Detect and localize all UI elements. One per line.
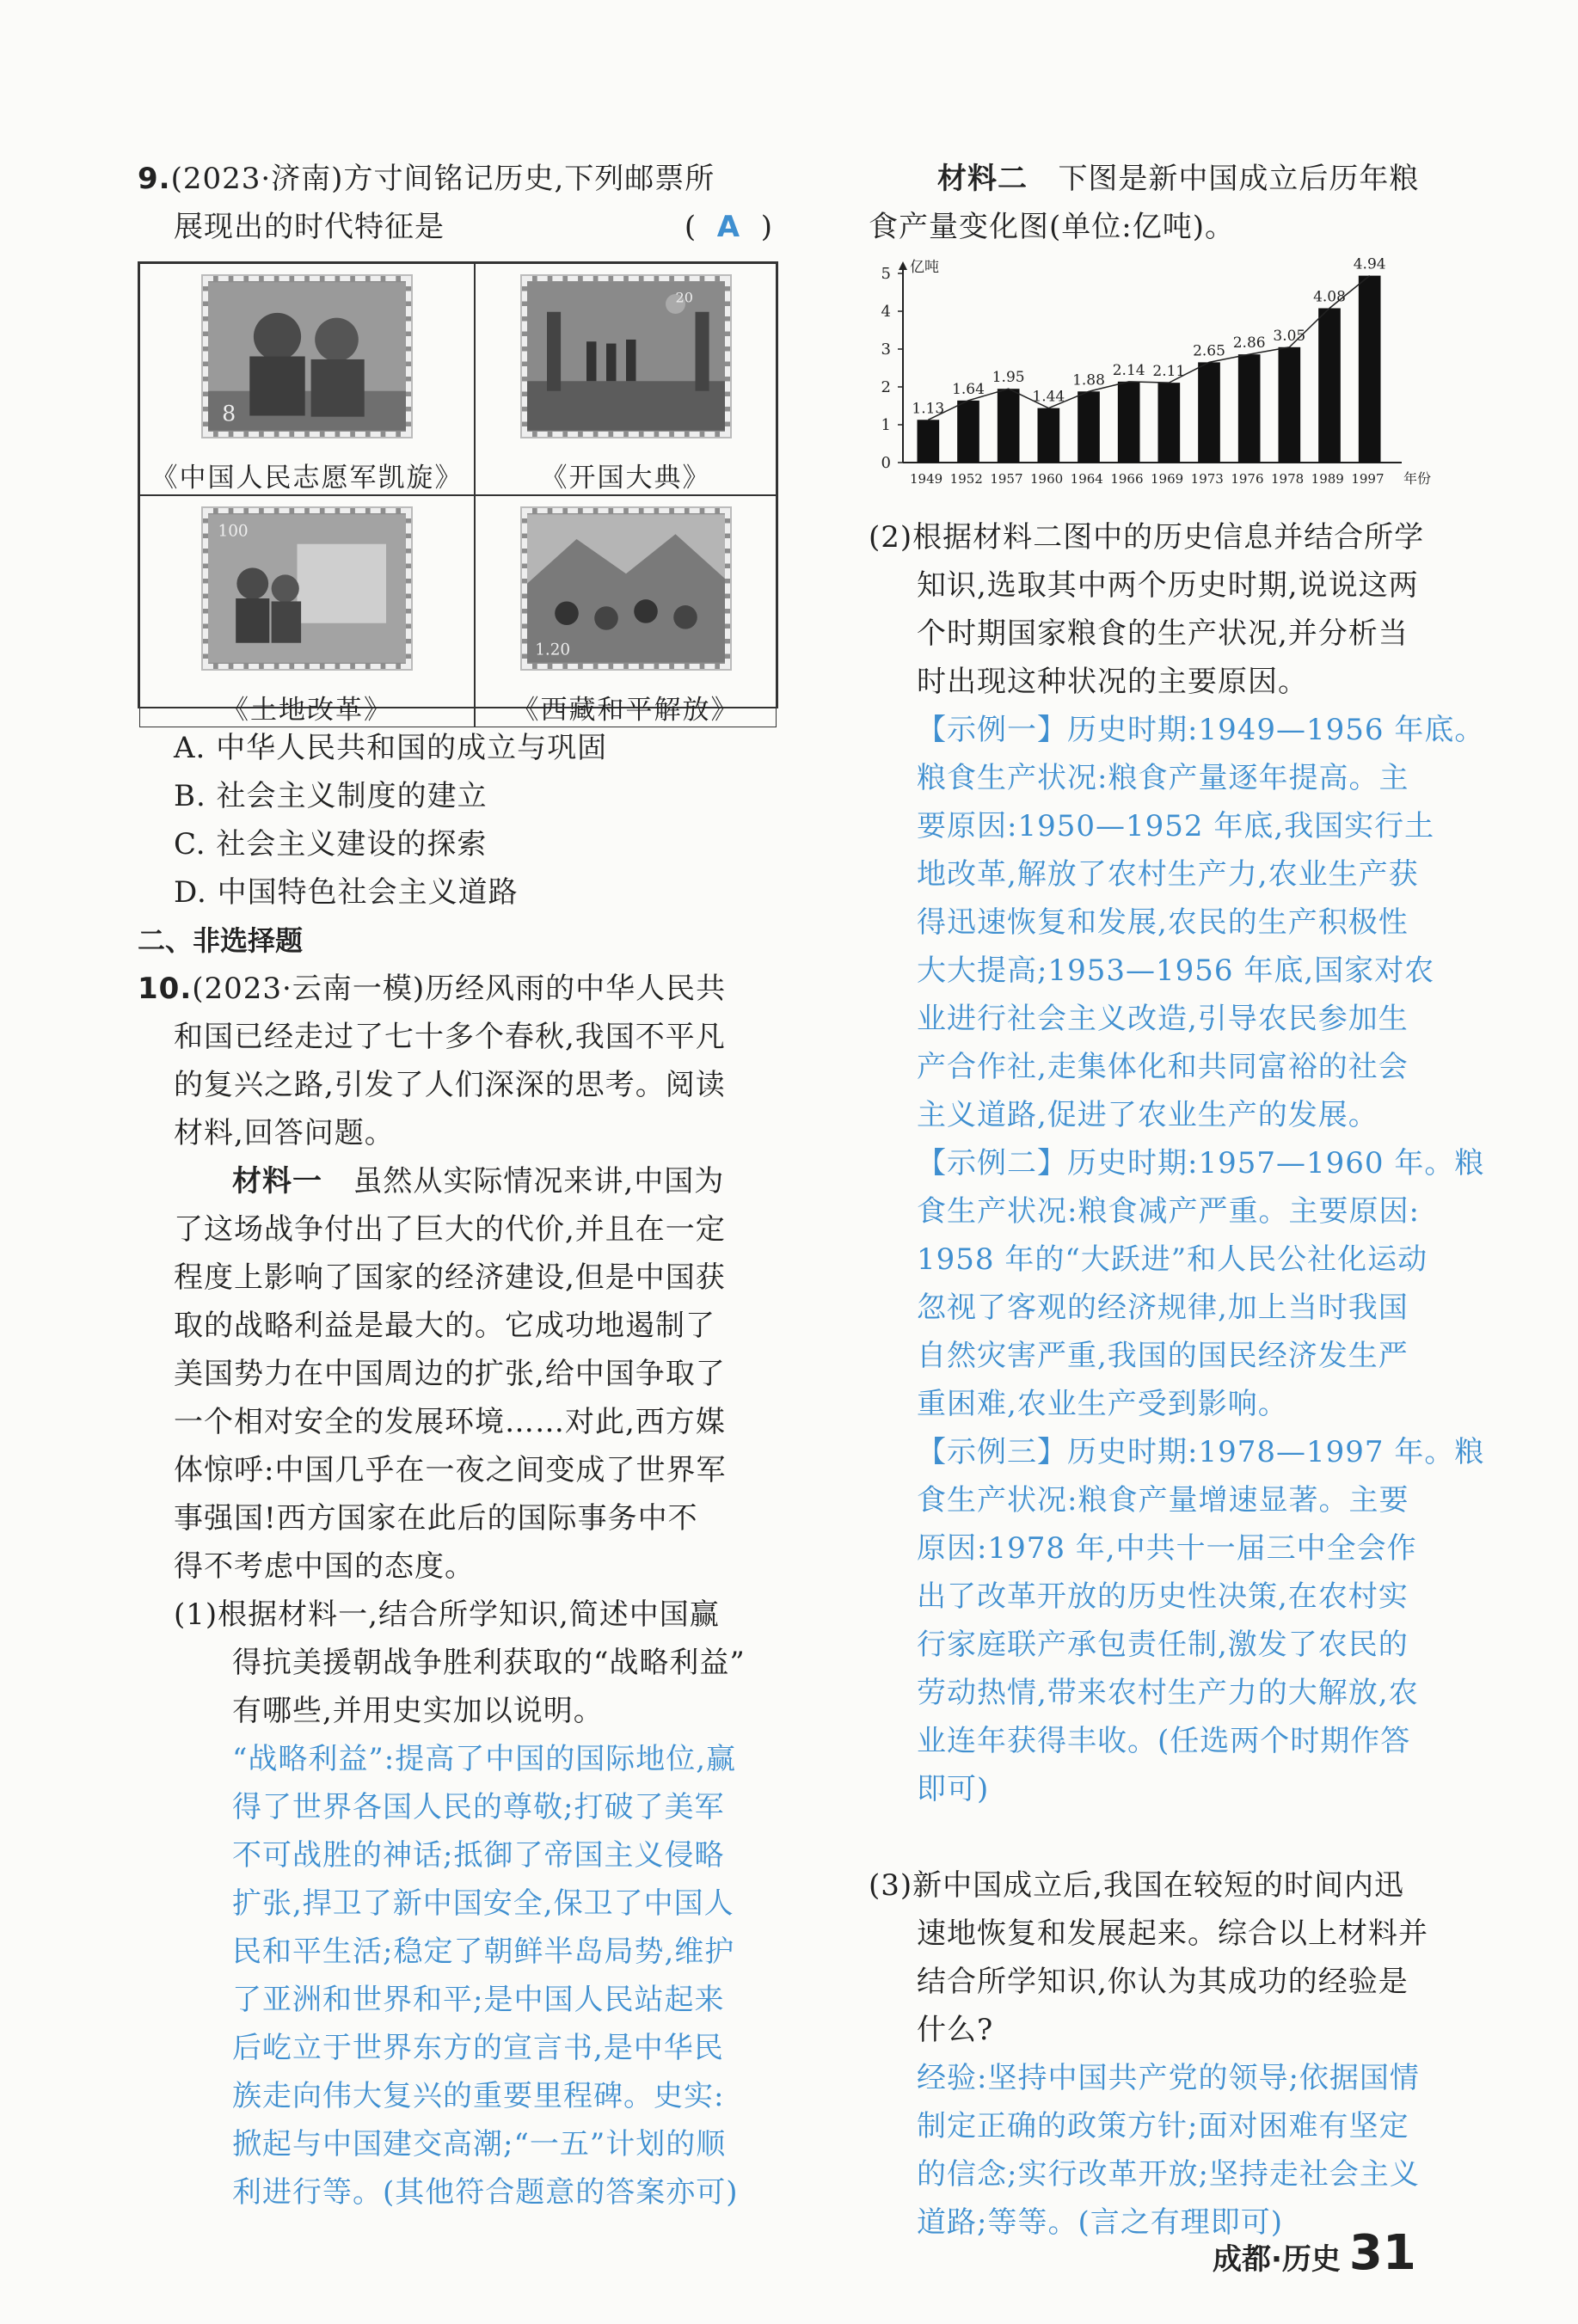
- q9-number: 9.: [138, 162, 171, 196]
- q10-stem-line: 和国已经走过了七十多个春秋,我国不平凡: [174, 1020, 726, 1054]
- answer-1-line: 后屹立于世界东方的宣言书,是中华民: [232, 2031, 724, 2065]
- bar: [957, 401, 979, 463]
- material-1-first-line: 材料一 虽然从实际情况来讲,中国为: [232, 1164, 725, 1199]
- answer-3-line: 经验:坚持中国共产党的领导;依据国情: [917, 2061, 1420, 2095]
- x-tick-label: 1997: [1351, 471, 1385, 487]
- q10-stem-line1: 10.(2023·云南一模)历经风雨的中华人民共: [138, 972, 727, 1006]
- q10-sub3-line: (3)新中国成立后,我国在较短的时间内迅: [869, 1868, 1404, 1903]
- material-2-label: 材料二: [937, 162, 1028, 196]
- answer-2-line: 食生产状况:粮食产量增速显著。主要: [917, 1483, 1409, 1518]
- answer-2-line: 忽视了客观的经济规律,加上当时我国: [917, 1291, 1409, 1325]
- bar: [1238, 354, 1261, 463]
- answer-2: [869, 706, 1485, 1813]
- data-label: 3.05: [1273, 327, 1306, 345]
- section-heading: 二、非选择题: [138, 924, 304, 957]
- tibet-stamp-icon: [522, 508, 730, 669]
- q9-stem-line1: 9.(2023·济南)方寸间铭记历史,下列邮票所: [138, 162, 715, 196]
- q9-option-a: A. 中华人民共和国的成立与巩固: [174, 731, 608, 765]
- material-1-line: 一个相对安全的发展环境……对此,西方媒: [174, 1405, 726, 1439]
- bar: [1198, 362, 1220, 463]
- material-2-first-line: 材料二 下图是新中国成立后历年粮: [937, 162, 1420, 196]
- answer-3-line: 制定正确的政策方针;面对困难有坚定: [917, 2109, 1409, 2143]
- data-label: 1.44: [1032, 388, 1065, 406]
- q9-answer: A: [716, 210, 741, 244]
- x-tick-label: 1952: [949, 471, 983, 487]
- q10-sub3-line: 结合所学知识,你认为其成功的经验是: [917, 1965, 1409, 1999]
- x-tick-label: 1949: [910, 471, 943, 487]
- stamp-cell-3: [139, 495, 475, 727]
- x-tick-label: 1957: [990, 471, 1023, 487]
- data-label: 2.11: [1152, 363, 1186, 381]
- x-tick-label: 1973: [1190, 471, 1224, 487]
- right-column: [869, 155, 1485, 2247]
- x-tick-label: 1976: [1231, 471, 1264, 487]
- data-label: 1.95: [992, 369, 1025, 387]
- material-1-line: 取的战略利益是最大的。它成功地遏制了: [174, 1309, 715, 1343]
- q10-sub2-line: (2)根据材料二图中的历史信息并结合所学: [869, 520, 1425, 555]
- y-tick-label: 3: [881, 340, 891, 359]
- q10-sub1-line: (1)根据材料一,结合所学知识,简述中国赢: [174, 1597, 720, 1632]
- material-1-line: 得不考虑中国的态度。: [174, 1549, 475, 1584]
- data-label: 1.88: [1072, 371, 1105, 389]
- q10-sub3-line: 什么?: [917, 2013, 994, 2047]
- material-2-line: 食产量变化图(单位:亿吨)。: [869, 210, 1235, 244]
- material-1-line: 程度上影响了国家的经济建设,但是中国获: [174, 1260, 726, 1295]
- q9-answer-bracket: ( A ): [684, 210, 773, 244]
- material-1-label: 材料一: [232, 1164, 322, 1199]
- q10-sub3-line: 速地恢复和发展起来。综合以上材料并: [917, 1916, 1428, 1951]
- material-1-line: 美国势力在中国周边的扩张,给中国争取了: [174, 1357, 726, 1391]
- answer-2-line: 重困难,农业生产受到影响。: [917, 1387, 1288, 1421]
- left-column: [138, 155, 778, 2217]
- q9-option-d: D. 中国特色社会主义道路: [174, 875, 519, 910]
- y-tick-label: 2: [881, 378, 891, 396]
- trend-line: [928, 276, 1369, 420]
- soldiers-stamp-icon: [203, 276, 411, 437]
- stamp-caption: 《开国大典》: [540, 463, 711, 494]
- answer-2-line: 劳动热情,带来农村生产力的大解放,农: [917, 1676, 1419, 1710]
- y-tick-label: 0: [881, 454, 891, 472]
- answer-2-line: 地改革,解放了农村生产力,农业生产获: [917, 857, 1419, 892]
- answer-2-line: 产合作社,走集体化和共同富裕的社会: [917, 1050, 1409, 1084]
- data-label: 1.13: [912, 400, 945, 418]
- answer-2-line: 得迅速恢复和发展,农民的生产积极性: [917, 905, 1409, 940]
- answer-1-line: 族走向伟大复兴的重要里程碑。史实:: [232, 2079, 725, 2113]
- bar: [1359, 276, 1381, 463]
- bar: [1118, 382, 1140, 463]
- x-tick-label: 1960: [1030, 471, 1064, 487]
- q9-option-c: C. 社会主义建设的探索: [174, 827, 488, 862]
- x-axis-label: 年份: [1403, 470, 1432, 487]
- answer-2-line: 业连年获得丰收。(任选两个时期作答: [917, 1724, 1411, 1758]
- q9-stem-line2: 展现出的时代特征是 ( A ): [138, 203, 778, 251]
- answer-2-line: 出了改革开放的历史性决策,在农村实: [917, 1579, 1409, 1614]
- bar: [1279, 347, 1301, 463]
- q10-sub1-line: 得抗美援朝战争胜利获取的“战略利益”: [232, 1646, 746, 1680]
- stamp-grid: [138, 261, 778, 726]
- answer-3-line: 道路;等等。(言之有理即可): [917, 2205, 1283, 2240]
- data-label: 1.64: [952, 380, 985, 398]
- x-tick-label: 1969: [1151, 471, 1184, 487]
- x-tick-label: 1978: [1271, 471, 1305, 487]
- x-tick-label: 1966: [1110, 471, 1144, 487]
- answer-2-line: 要原因:1950—1952 年底,我国实行土: [917, 809, 1435, 843]
- y-axis-label: 亿吨: [910, 259, 939, 276]
- q10-stem-line: 的复兴之路,引发了人们深深的思考。阅读: [174, 1068, 726, 1102]
- bar: [1318, 308, 1341, 463]
- answer-2-line: 主义道路,促进了农业生产的发展。: [917, 1098, 1378, 1132]
- stamp-cell-1: [139, 263, 475, 495]
- bar: [1038, 408, 1060, 463]
- answer-2-line: 大大提高;1953—1956 年底,国家对农: [917, 954, 1435, 988]
- answer-2-line: 即可): [917, 1772, 990, 1806]
- y-tick-label: 4: [881, 303, 891, 321]
- answer-2-line: 粮食生产状况:粮食产量逐年提高。主: [917, 761, 1409, 795]
- answer-2-line: 原因:1978 年,中共十一届三中全会作: [917, 1531, 1417, 1566]
- data-label: 2.86: [1232, 334, 1266, 353]
- data-label: 2.65: [1193, 342, 1225, 360]
- stamp-caption: 《西藏和平解放》: [512, 695, 740, 726]
- material-1-line: 事强国!西方国家在此后的国际事务中不: [174, 1501, 698, 1536]
- bar: [1158, 383, 1181, 463]
- answer-1-line: 利进行等。(其他符合题意的答案亦可): [232, 2175, 739, 2210]
- footer-label: 成都·历史: [1213, 2242, 1341, 2277]
- answer-1-line: 扩张,捍卫了新中国安全,保卫了中国人: [232, 1886, 734, 1921]
- q10-number: 10.: [138, 972, 193, 1006]
- q10-sub2-line: 知识,选取其中两个历史时期,说说这两: [917, 568, 1419, 603]
- q10-sub1-line: 有哪些,并用史实加以说明。: [232, 1694, 604, 1728]
- y-tick-label: 1: [881, 416, 891, 434]
- grain-output-chart: [851, 256, 1471, 501]
- answer-1-line: 不可战胜的神话;抵御了帝国主义侵略: [232, 1838, 725, 1873]
- answer-1-line: “战略利益”:提高了中国的国际地位,赢: [232, 1742, 737, 1776]
- q10-sub2-line: 时出现这种状况的主要原因。: [917, 665, 1308, 699]
- answer-1-line: 了亚洲和世界和平;是中国人民站起来: [232, 1983, 725, 2017]
- bar: [918, 420, 940, 463]
- answer-2-line: 【示例三】历史时期:1978—1997 年。粮: [917, 1435, 1485, 1469]
- data-label: 2.14: [1112, 361, 1145, 379]
- page-number: 31: [1348, 2225, 1416, 2281]
- q10-sub2-line: 个时期国家粮食的生产状况,并分析当: [917, 616, 1409, 651]
- answer-1-line: 掀起与中国建交高潮;“一五”计划的顺: [232, 2127, 727, 2162]
- svg-text:20: 20: [675, 289, 693, 306]
- page-footer: [1213, 2225, 1416, 2281]
- answer-2-line: 【示例一】历史时期:1949—1956 年底。: [917, 713, 1485, 747]
- data-label: 4.94: [1353, 256, 1386, 273]
- answer-2-line: 食生产状况:粮食减产严重。主要原因:: [917, 1194, 1420, 1229]
- data-label: 4.08: [1313, 288, 1346, 306]
- land-reform-stamp-icon: [203, 508, 411, 669]
- x-tick-label: 1989: [1311, 471, 1344, 487]
- svg-text:100: 100: [218, 522, 249, 541]
- bar: [998, 389, 1020, 463]
- stamp-cell-4: [475, 495, 777, 727]
- q10-stem-line: 材料,回答问题。: [174, 1116, 395, 1150]
- material-1-line: 体惊呼:中国几乎在一夜之间变成了世界军: [174, 1453, 727, 1487]
- y-tick-label: 5: [881, 265, 891, 283]
- answer-3-line: 的信念;实行改革开放;坚持走社会主义: [917, 2157, 1420, 2192]
- y-axis-arrow-icon: [899, 261, 907, 270]
- answer-1-line: 民和平生活;稳定了朝鲜半岛局势,维护: [232, 1935, 735, 1969]
- answer-1-line: 得了世界各国人民的尊敬;打破了美军: [232, 1790, 725, 1824]
- answer-2-line: 【示例二】历史时期:1957—1960 年。粮: [917, 1146, 1485, 1180]
- stamp-caption: 《土地改革》: [222, 695, 392, 726]
- answer-2-line: 行家庭联产承包责任制,激发了农民的: [917, 1628, 1409, 1662]
- material-1-line: 了这场战争付出了巨大的代价,并且在一定: [174, 1212, 726, 1247]
- answer-2-line: 自然灾害严重,我国的国民经济发生严: [917, 1339, 1409, 1373]
- answer-2-line: 业进行社会主义改造,引导农民参加生: [917, 1002, 1409, 1036]
- q9-option-b: B. 社会主义制度的建立: [174, 779, 488, 813]
- svg-text:8: 8: [222, 401, 236, 426]
- svg-text:1.20: 1.20: [534, 641, 570, 659]
- ceremony-stamp-icon: [522, 276, 730, 437]
- x-tick-label: 1964: [1070, 471, 1103, 487]
- answer-2-line: 1958 年的“大跃进”和人民公社化运动: [917, 1242, 1428, 1277]
- stamp-cell-2: [475, 263, 777, 495]
- bar: [1078, 391, 1100, 463]
- stamp-caption: 《中国人民志愿军凯旋》: [150, 463, 464, 494]
